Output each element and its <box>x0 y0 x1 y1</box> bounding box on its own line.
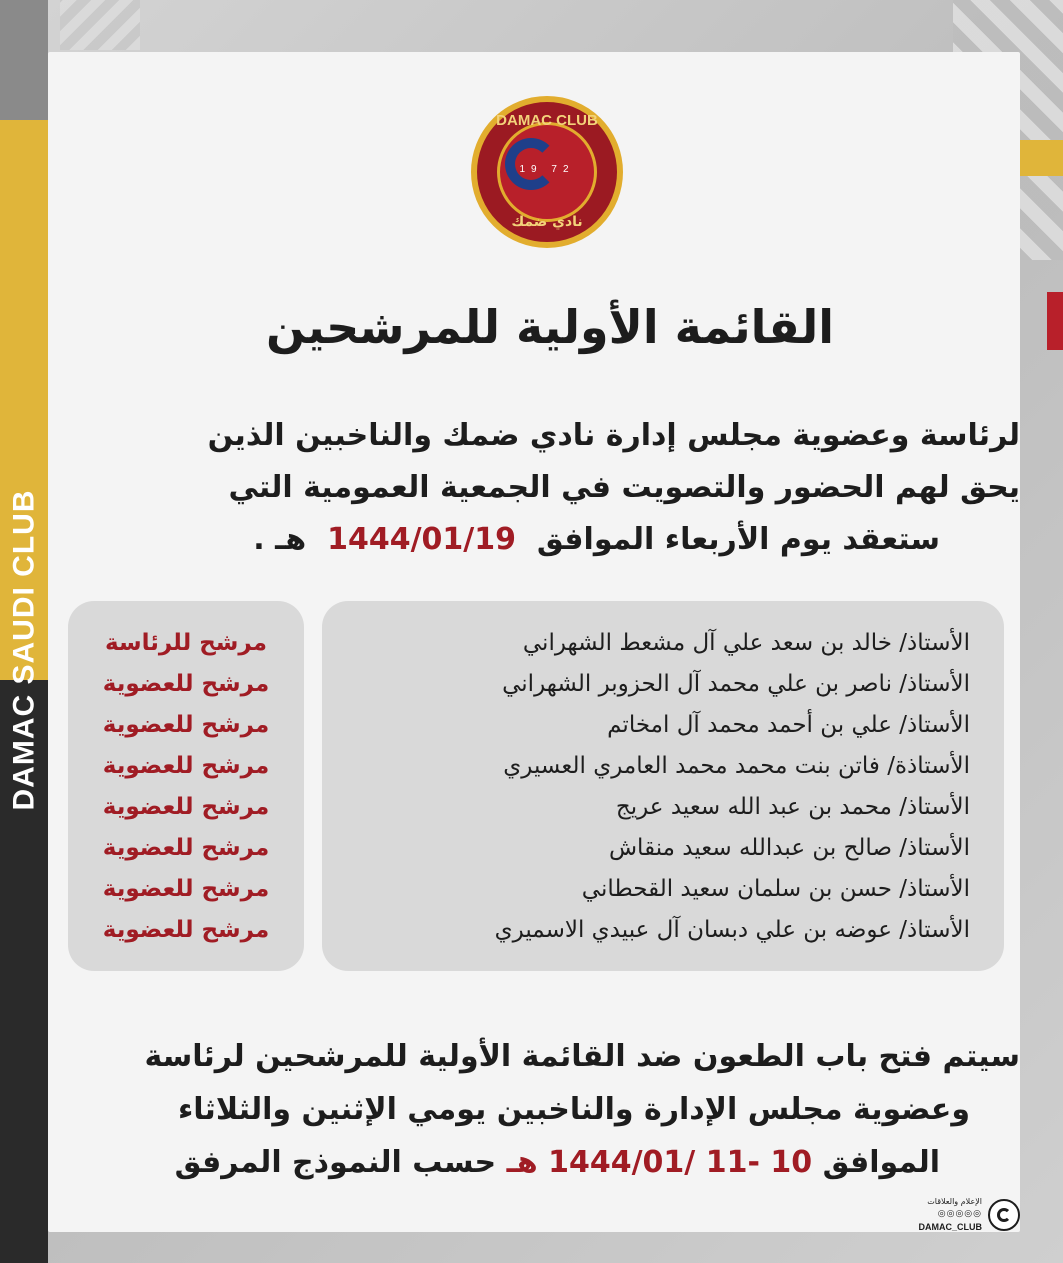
appeal-dates: 10 -11 /1444/01 هـ <box>506 1145 813 1180</box>
candidate-name: الأستاذ/ ناصر بن علي محمد آل الحزوبر الشهراني <box>502 671 970 697</box>
side-label-text: DAMAC SAUDI CLUB <box>7 489 41 811</box>
candidate-name: الأستاذ/ خالد بن سعد علي آل مشعط الشهراني <box>522 630 970 656</box>
candidate-name-list <box>340 623 970 951</box>
appeal-line-3-prefix: الموافق <box>822 1145 940 1180</box>
meeting-date: 1444/01/19 <box>327 522 516 557</box>
logo-bottom-text: نادي ضمك <box>511 214 583 230</box>
club-small-logo-icon <box>988 1199 1020 1231</box>
social-icons: ◎◎◎◎◎ <box>937 1209 982 1219</box>
page-title: القائمة الأولية للمرشحين <box>265 300 835 354</box>
club-logo <box>471 96 623 248</box>
candidate-name: الأستاذ/ محمد بن عبد الله سعيد عريج <box>615 794 970 820</box>
intro-line-3-suffix: هـ . <box>253 522 307 557</box>
candidate-role: مرشح للرئاسة <box>105 630 267 656</box>
intro-line-3-prefix: ستعقد يوم الأربعاء الموافق <box>536 522 940 557</box>
side-label <box>6 430 42 870</box>
candidate-name: الأستاذة/ فاتن بنت محمد محمد العامري العسيري <box>503 753 970 779</box>
appeal-line-1: سيتم فتح باب الطعون ضد القائمة الأولية للمرشحين لرئاسة <box>144 1039 1020 1074</box>
candidate-role: مرشح للعضوية <box>102 753 270 779</box>
brand-department: الإعلام والعلاقات <box>927 1197 982 1206</box>
intro-line-1: لرئاسة وعضوية مجلس إدارة نادي ضمك والناخبين الذين <box>207 418 1020 453</box>
logo-top-text: DAMAC CLUB <box>496 112 598 129</box>
appeal-line-3 <box>100 1136 1020 1189</box>
decorative-red-bar <box>1047 292 1063 350</box>
intro-paragraph <box>120 410 1020 566</box>
logo-year: 19 72 <box>519 164 575 175</box>
candidate-name: الأستاذ/ عوضه بن علي دبسان آل عبيدي الاسميري <box>494 917 970 943</box>
candidate-role: مرشح للعضوية <box>102 794 270 820</box>
decorative-pattern-top-left <box>60 0 140 50</box>
candidate-role: مرشح للعضوية <box>102 671 270 697</box>
intro-line-3 <box>120 514 1020 566</box>
appeal-notice <box>100 1030 1020 1189</box>
candidate-role: مرشح للعضوية <box>102 917 270 943</box>
appeal-line-2: وعضوية مجلس الإدارة والناخبين يومي الإثنين والثلاثاء <box>177 1092 970 1127</box>
candidate-role: مرشح للعضوية <box>102 835 270 861</box>
candidate-role: مرشح للعضوية <box>102 876 270 902</box>
candidate-role: مرشح للعضوية <box>102 712 270 738</box>
intro-line-2: يحق لهم الحضور والتصويت في الجمعية العمومية التي <box>228 470 1020 505</box>
media-brand <box>900 1195 1020 1239</box>
candidate-role-list <box>78 623 294 951</box>
brand-handle: DAMAC_CLUB <box>918 1222 982 1232</box>
candidate-name: الأستاذ/ حسن بن سلمان سعيد القحطاني <box>581 876 970 902</box>
candidate-name: الأستاذ/ صالح بن عبدالله سعيد منقاش <box>608 835 970 861</box>
candidate-name: الأستاذ/ علي بن أحمد محمد آل امخاتم <box>607 712 970 738</box>
appeal-line-3-suffix: حسب النموذج المرفق <box>174 1145 497 1180</box>
